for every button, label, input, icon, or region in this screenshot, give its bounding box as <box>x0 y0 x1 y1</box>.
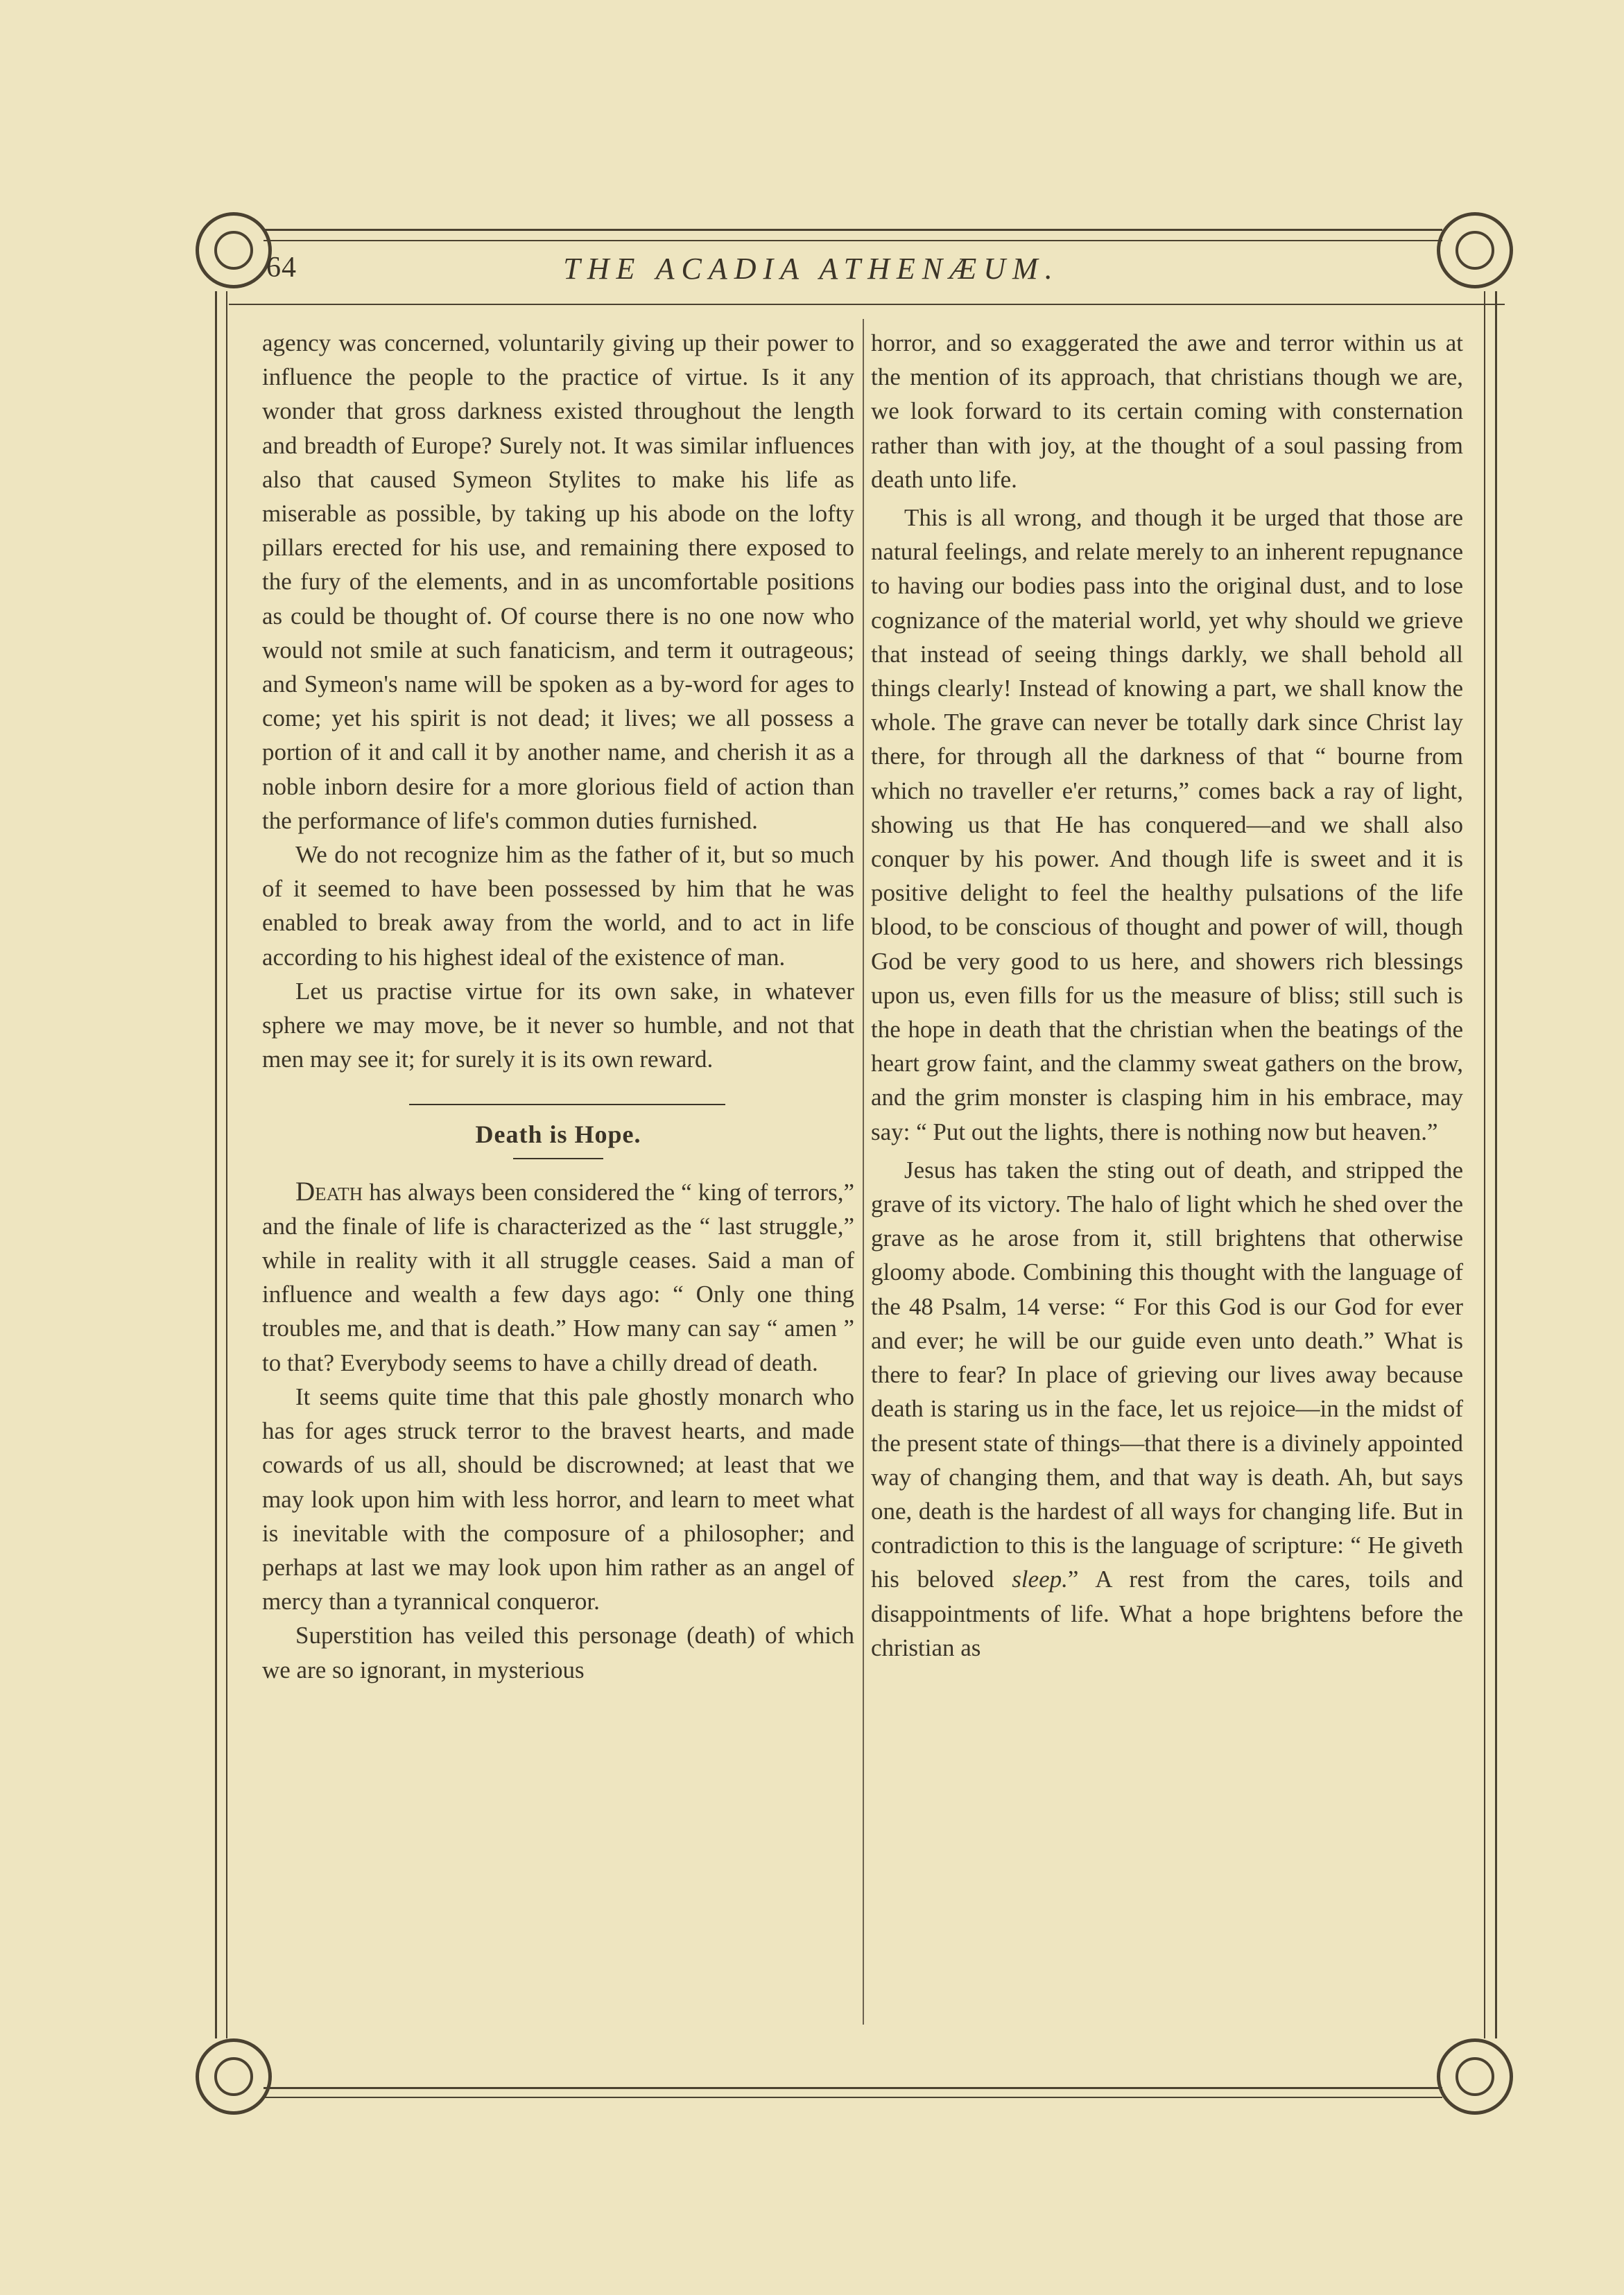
page-number: 64 <box>266 252 297 284</box>
right-border-inner <box>1484 291 1485 2038</box>
title-underline <box>513 1158 603 1159</box>
paragraph-body-end: ” A rest from the cares, toils and disappointments of life. What a hope brightens before the christian as <box>871 1566 1464 1661</box>
running-header <box>229 251 1394 293</box>
paragraph <box>262 1175 854 1380</box>
article-title: Death is Hope. <box>475 1120 641 1149</box>
paragraph: We do not recognize him as the father of it, but so much of it seemed to have been possessed by him that he was enabled to break away from the world, and to act in life according to his highest ideal of the existence of man. <box>262 841 854 971</box>
left-border <box>215 291 217 2038</box>
paragraph: Let us practise virtue for its own sake, in whatever sphere we may move, be it never so humble, and not that men may see it; for surely it is its own reward. <box>262 977 854 1073</box>
top-border-inner <box>264 240 1442 241</box>
column-divider <box>863 319 864 2025</box>
corner-ornament-top-right <box>1437 212 1513 288</box>
paragraph-body: Jesus has taken the sting out of death, and stripped the grave of its victory. The halo of light which he shed over the grave as he arose from it, still brightens that otherwise gloomy abode. Combining this thought with the language of the 48 Psalm, 14 verse: “ For this God is our God for ever and ever; he will be our guide even unto death.” What is there to fear? In place of grieving our lives away because death is staring us in the face, let us rejoice—in the midst of the present state of things—that there is a divinely appointed way of changing them, and that way is death. Ah, but says one, death is the hardest of all ways for changing life. But in contradiction to this is the language of scripture: “ He giveth his beloved <box>871 1156 1463 1593</box>
paragraph: agency was concerned, voluntarily giving up their power to influence the people to the practice of virtue. Is it any wonder that gross darkness existed throughout the length and breadth of Europe? Surely not. It was similar influences also that caused Symeon Stylites to make his life as miserable as possible, by taking up his abode on the lofty pillars erected for his use, and remaining there exposed to the fury of the elements, and in as uncomfortable positions as could be thought of. Of course there is no one now who would not smile at such fanaticism, and term it outrageous; and Symeon's name will be spoken as a by-word for ages to come; yet his spirit is not dead; it lives; we all possess a portion of it and call it by another name, and cherish it as a noble inborn desire for a more glorious field of action than the performance of life's common duties furnished. <box>262 329 854 834</box>
paragraph: This is all wrong, and though it be urged that those are natural feelings, and relate merely to an inherent repugnance to having our bodies pass into the original dust, and to lose cognizance of the material world, yet why should we grieve that instead of seeing things darkly, we shall behold all things clearly! Instead of knowing a part, we shall know the whole. The grave can never be totally dark since Christ lay there, for through all the darkness of that “ bourne from which no traveller e'er returns,” comes back a ray of light, showing us that He has conquered—and we shall also conquer by his power. And though life is sweet and it is positive delight to feel the healthy pulsations of the life blood, to be conscious of thought and power of will, though God be very good to us here, and showers rich blessings upon us, even fills for us the measure of bliss; still such is the hope in death that the christian when the beatings of the heart grow faint, and the clammy sweat gathers on the brow, and the grim monster is clasping him in his embrace, may say: “ Put out the lights, there is nothing now but heaven.” <box>871 504 1463 1145</box>
journal-title: THE ACADIA ATHENÆUM. <box>563 252 1060 286</box>
italic-word: sleep. <box>1012 1566 1068 1593</box>
corner-ornament-bottom-left <box>196 2038 272 2115</box>
right-border <box>1495 291 1497 2038</box>
paragraph: It seems quite time that this pale ghostly monarch who has for ages struck terror to the bravest hearts, and made cowards of us all, should be discrowned; at least that we may look upon him with less horror, and learn to meet what is inevitable with the composure of a philosopher; and perhaps at last we may look upon him rather as an angel of mercy than a tyrannical conqueror. <box>262 1383 854 1616</box>
left-border-inner <box>226 291 227 2038</box>
paragraph: Superstition has veiled this personage (death) of which we are so ignorant, in mysterious <box>262 1622 854 1683</box>
bottom-border-inner <box>264 2097 1442 2098</box>
top-border-outer <box>264 229 1442 231</box>
corner-ornament-bottom-right <box>1437 2038 1513 2115</box>
bottom-border-outer <box>264 2087 1442 2089</box>
left-column <box>262 326 854 1687</box>
paragraph-body: has always been considered the “ king of terrors,” and the finale of life is characterized as the “ last struggle,” while in reality with it all struggle ceases. Said a man of influence and wealth a few days ago: “ Only one thing troubles me, and that is death.” How many can say “ amen ” to that? Everybody seems to have a chilly dread of death. <box>262 1178 854 1376</box>
section-divider <box>409 1104 725 1105</box>
header-rule <box>229 304 1505 305</box>
paragraph: horror, and so exaggerated the awe and terror within us at the mention of its approach, that christians though we are, we look forward to its certain coming with consternation rather than with joy, at the thought of a soul passing from death unto life. <box>871 329 1463 493</box>
drop-word: Death <box>295 1176 363 1206</box>
right-column <box>871 326 1463 1665</box>
paragraph <box>871 1153 1463 1665</box>
